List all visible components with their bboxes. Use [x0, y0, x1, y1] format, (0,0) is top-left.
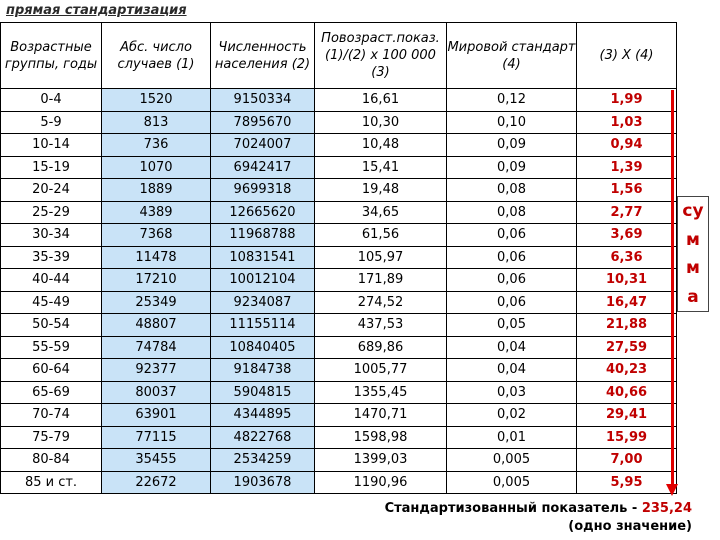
abs-cases-cell: 813: [102, 111, 211, 134]
abs-cases-cell: 80037: [102, 381, 211, 404]
table-row: [1, 449, 677, 472]
abs-cases-cell: 74784: [102, 336, 211, 359]
age-rate-cell: 34,65: [315, 201, 447, 224]
age-rate-cell: 19,48: [315, 179, 447, 202]
world-standard-cell: 0,08: [447, 201, 577, 224]
product-cell: 1,39: [577, 156, 677, 179]
world-standard-cell: 0,06: [447, 291, 577, 314]
population-cell: 1903678: [211, 471, 315, 494]
product-cell: 1,99: [577, 89, 677, 112]
table-row: [1, 201, 677, 224]
product-cell: 2,77: [577, 201, 677, 224]
population-cell: 10840405: [211, 336, 315, 359]
table-row: [1, 246, 677, 269]
population-cell: 10012104: [211, 269, 315, 292]
table-row: [1, 269, 677, 292]
table-body: [1, 89, 677, 494]
abs-cases-cell: 736: [102, 134, 211, 157]
age-group-cell: 35-39: [1, 246, 102, 269]
product-cell: 21,88: [577, 314, 677, 337]
age-rate-cell: 1355,45: [315, 381, 447, 404]
abs-cases-cell: 17210: [102, 269, 211, 292]
standardized-indicator: [385, 501, 692, 516]
age-group-cell: 0-4: [1, 89, 102, 112]
header-population: Численность населения (2): [211, 23, 315, 89]
age-group-cell: 45-49: [1, 291, 102, 314]
product-cell: 40,23: [577, 359, 677, 382]
age-group-cell: 70-74: [1, 404, 102, 427]
product-cell: 7,00: [577, 449, 677, 472]
standardization-table: [0, 22, 677, 494]
summa-letter: су: [682, 201, 704, 222]
standardized-indicator-value: 235,24: [641, 501, 692, 516]
world-standard-cell: 0,04: [447, 359, 577, 382]
summa-letter: а: [687, 286, 699, 307]
abs-cases-cell: 22672: [102, 471, 211, 494]
world-standard-cell: 0,005: [447, 471, 577, 494]
world-standard-cell: 0,06: [447, 269, 577, 292]
table-row: [1, 156, 677, 179]
world-standard-cell: 0,09: [447, 134, 577, 157]
product-cell: 10,31: [577, 269, 677, 292]
standardized-indicator-label: Стандартизованный показатель -: [384, 501, 642, 516]
world-standard-cell: 0,01: [447, 426, 577, 449]
table-row: [1, 314, 677, 337]
summa-letter: м: [686, 229, 700, 250]
age-group-cell: 40-44: [1, 269, 102, 292]
population-cell: 2534259: [211, 449, 315, 472]
sum-arrow-line: [671, 90, 674, 485]
age-rate-cell: 105,97: [315, 246, 447, 269]
age-rate-cell: 274,52: [315, 291, 447, 314]
population-cell: 9150334: [211, 89, 315, 112]
age-group-cell: 15-19: [1, 156, 102, 179]
abs-cases-cell: 1070: [102, 156, 211, 179]
table-row: [1, 336, 677, 359]
abs-cases-cell: 77115: [102, 426, 211, 449]
table-row: [1, 471, 677, 494]
age-rate-cell: 171,89: [315, 269, 447, 292]
table-row: [1, 381, 677, 404]
table-row: [1, 224, 677, 247]
product-cell: 6,36: [577, 246, 677, 269]
product-cell: 0,94: [577, 134, 677, 157]
age-rate-cell: 61,56: [315, 224, 447, 247]
age-group-cell: 10-14: [1, 134, 102, 157]
header-world-standard: Мировой стандарт (4): [447, 23, 577, 89]
population-cell: 5904815: [211, 381, 315, 404]
sum-arrow-head: [666, 484, 678, 496]
abs-cases-cell: 35455: [102, 449, 211, 472]
table-row: [1, 134, 677, 157]
age-group-cell: 25-29: [1, 201, 102, 224]
world-standard-cell: 0,06: [447, 224, 577, 247]
world-standard-cell: 0,03: [447, 381, 577, 404]
header-abs-cases: Абс. число случаев (1): [102, 23, 211, 89]
product-cell: 3,69: [577, 224, 677, 247]
age-rate-cell: 437,53: [315, 314, 447, 337]
table-row: [1, 426, 677, 449]
age-rate-cell: 10,30: [315, 111, 447, 134]
product-cell: 29,41: [577, 404, 677, 427]
table-row: [1, 291, 677, 314]
abs-cases-cell: 25349: [102, 291, 211, 314]
product-cell: 1,03: [577, 111, 677, 134]
page-title: прямая стандартизация: [6, 3, 187, 18]
world-standard-cell: 0,10: [447, 111, 577, 134]
age-rate-cell: 1470,71: [315, 404, 447, 427]
population-cell: 11968788: [211, 224, 315, 247]
population-cell: 11155114: [211, 314, 315, 337]
age-group-cell: 80-84: [1, 449, 102, 472]
population-cell: 9699318: [211, 179, 315, 202]
abs-cases-cell: 63901: [102, 404, 211, 427]
age-group-cell: 20-24: [1, 179, 102, 202]
header-product: (3) Х (4): [577, 23, 677, 89]
world-standard-cell: 0,05: [447, 314, 577, 337]
summa-letter: м: [686, 258, 700, 279]
product-cell: 16,47: [577, 291, 677, 314]
age-group-cell: 30-34: [1, 224, 102, 247]
age-rate-cell: 16,61: [315, 89, 447, 112]
product-cell: 15,99: [577, 426, 677, 449]
header-row: [1, 23, 677, 89]
table-row: [1, 179, 677, 202]
population-cell: 7895670: [211, 111, 315, 134]
age-group-cell: 60-64: [1, 359, 102, 382]
standardized-indicator-note: (одно значение): [568, 519, 692, 534]
abs-cases-cell: 7368: [102, 224, 211, 247]
age-group-cell: 65-69: [1, 381, 102, 404]
abs-cases-cell: 1520: [102, 89, 211, 112]
header-age-rate: Повозраст.показ. (1)/(2) х 100 000 (3): [315, 23, 447, 89]
table-row: [1, 404, 677, 427]
population-cell: 9184738: [211, 359, 315, 382]
abs-cases-cell: 1889: [102, 179, 211, 202]
population-cell: 4822768: [211, 426, 315, 449]
age-group-cell: 50-54: [1, 314, 102, 337]
age-rate-cell: 1190,96: [315, 471, 447, 494]
age-rate-cell: 10,48: [315, 134, 447, 157]
abs-cases-cell: 92377: [102, 359, 211, 382]
world-standard-cell: 0,02: [447, 404, 577, 427]
table-row: [1, 111, 677, 134]
population-cell: 10831541: [211, 246, 315, 269]
population-cell: 7024007: [211, 134, 315, 157]
age-rate-cell: 1005,77: [315, 359, 447, 382]
table-row: [1, 359, 677, 382]
age-group-cell: 55-59: [1, 336, 102, 359]
age-rate-cell: 15,41: [315, 156, 447, 179]
population-cell: 12665620: [211, 201, 315, 224]
product-cell: 5,95: [577, 471, 677, 494]
population-cell: 6942417: [211, 156, 315, 179]
world-standard-cell: 0,005: [447, 449, 577, 472]
product-cell: 27,59: [577, 336, 677, 359]
age-group-cell: 85 и ст.: [1, 471, 102, 494]
table-row: [1, 89, 677, 112]
abs-cases-cell: 4389: [102, 201, 211, 224]
world-standard-cell: 0,12: [447, 89, 577, 112]
age-rate-cell: 1399,03: [315, 449, 447, 472]
age-rate-cell: 1598,98: [315, 426, 447, 449]
world-standard-cell: 0,04: [447, 336, 577, 359]
abs-cases-cell: 48807: [102, 314, 211, 337]
world-standard-cell: 0,08: [447, 179, 577, 202]
age-group-cell: 75-79: [1, 426, 102, 449]
world-standard-cell: 0,09: [447, 156, 577, 179]
header-age-groups: Возрастные группы, годы: [1, 23, 102, 89]
abs-cases-cell: 11478: [102, 246, 211, 269]
age-rate-cell: 689,86: [315, 336, 447, 359]
population-cell: 4344895: [211, 404, 315, 427]
world-standard-cell: 0,06: [447, 246, 577, 269]
product-cell: 1,56: [577, 179, 677, 202]
summa-label: [677, 196, 709, 312]
product-cell: 40,66: [577, 381, 677, 404]
population-cell: 9234087: [211, 291, 315, 314]
age-group-cell: 5-9: [1, 111, 102, 134]
